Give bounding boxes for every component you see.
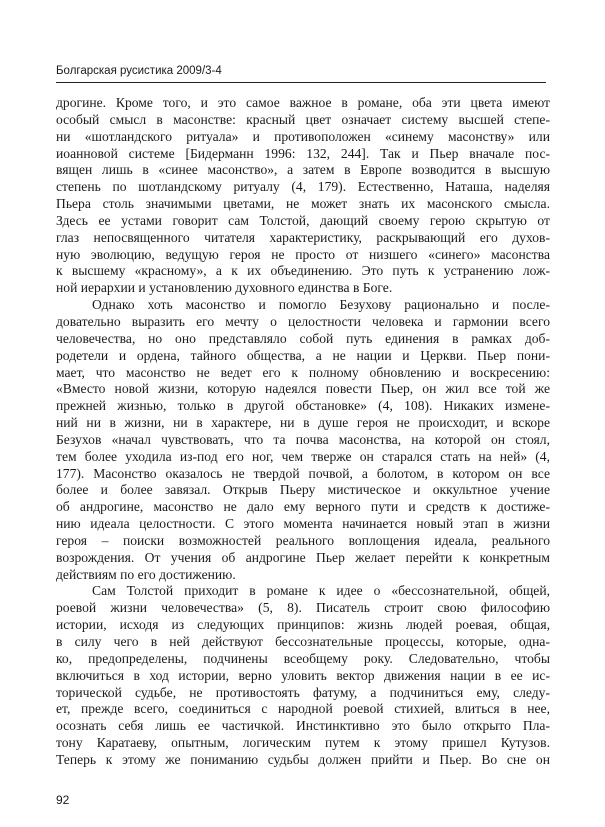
text-line: вящен лишь в «синее масонство», а затем в Европе возводится в высшую — [56, 162, 550, 178]
text-line: тем более уходила из-под его ног, чем тверже он старался стать на ней» (4, — [56, 448, 550, 464]
text-line: роевой жизни человечества» (5, 8). Писатель строит свою философию — [56, 600, 550, 616]
text-line: особый смысл в масонстве: красный цвет означает систему высшей степе- — [56, 111, 550, 127]
text-line: ний ни в жизни, ни в характере, ни в душе героя не происходит, и вскоре — [56, 415, 550, 431]
text-line: глаз непосвященного читателя характеристику, раскрывающий его духов- — [56, 229, 550, 245]
text-line: Здесь ее устами говорит сам Толстой, дающий своему герою скрытую от — [56, 212, 550, 228]
text-line: включиться в ход истории, верно уловить вектор движения нации в ее ис- — [56, 667, 550, 683]
text-line: тону Каратаеву, опытным, логическим путем к этому пришел Кутузов. — [56, 735, 550, 751]
article-body — [56, 95, 550, 769]
text-line: героя – поиски возможностей реального воплощения идеала, реального — [56, 532, 550, 548]
text-line: нию идеала целостности. С этого момента начинается новый этап в жизни — [56, 516, 550, 532]
text-line: мает, что масонство не ведет его к полному обновлению и воскресению: — [56, 364, 550, 380]
text-line: дрогине. Кроме того, и это самое важное в романе, оба эти цвета имеют — [56, 95, 550, 110]
text-line: торической судьбе, не противостоять фатуму, а подчиниться ему, следу- — [56, 684, 550, 700]
text-line: Безухов «начал чувствовать, что та почва масонства, на которой он стоял, — [56, 431, 550, 447]
text-line: ко, предопределены, подчинены всеобщему року. Следовательно, чтобы — [56, 650, 550, 666]
text-line: степень по шотландскому ритуалу (4, 179). Естественно, Наташа, наделяя — [56, 179, 550, 195]
text-line: прежней жизнью, только в другой обстановке» (4, 108). Никаких измене- — [56, 398, 550, 414]
text-line: Сам Толстой приходит в романе к идее о «бессознательной, общей, — [92, 583, 550, 599]
text-line: осознать себя лишь ее частичкой. Инстинктивно это было открыто Пла- — [56, 718, 550, 734]
text-line: возрождения. От учения об андрогине Пьер желает перейти к конкретным — [56, 549, 550, 565]
text-line: более и более завязал. Открыв Пьеру мистическое и оккультное учение — [56, 482, 550, 498]
text-line: истории, исходя из следующих принципов: жизнь людей роевая, общая, — [56, 617, 550, 633]
text-line: Однако хоть масонство и помогло Безухову рационально и после- — [92, 297, 550, 313]
text-line: довательно выразить его мечту о целостности человека и гармонии всего — [56, 313, 550, 329]
text-line: Теперь к этому же пониманию судьбы должен прийти и Пьер. Во сне он — [56, 751, 550, 767]
text-line: к высшему «красному», а к их объединению. Это путь к устранению лож- — [56, 263, 550, 279]
text-line: ную эволюцию, ведущую героя не просто от низшего «синего» масонства — [56, 246, 550, 262]
text-line: ной иерархии и установлению духовного единства в Боге. — [56, 280, 393, 296]
text-line: ни «шотландского ритуала» и противоположен «синему масонству» или — [56, 128, 550, 144]
page-number: 92 — [56, 793, 70, 807]
text-line: 177). Масонство оказалось не твердой почвой, а болотом, в котором он все — [56, 465, 550, 481]
text-line: ет, прежде всего, соединиться с народной роевой стихией, влиться в нее, — [56, 701, 550, 717]
text-line: действиям по его достижению. — [56, 566, 236, 582]
text-line: «Вместо новой жизни, которую надеялся повести Пьер, он жил все той же — [56, 381, 550, 397]
text-line: иоанновой системе [Бидерманн 1996: 132, 244]. Так и Пьер вначале пос- — [56, 145, 550, 161]
text-line: в силу чего в ней действуют бессознательные процессы, которые, одна- — [56, 634, 550, 649]
text-line: об андрогине, масонство не дало ему верного пути и средств к достиже- — [56, 499, 550, 515]
text-line: человечества, но оно представляло собой путь единения в рамках доб- — [56, 330, 550, 346]
running-title: Болгарская русистика 2009/3-4 — [56, 65, 222, 77]
text-line: Пьера столь значимыми цветами, не может знать их масонского смысла. — [56, 196, 550, 212]
running-header — [56, 64, 546, 83]
text-line: родетели и ордена, тайного общества, а не нации и Церкви. Пьер пони- — [56, 347, 550, 363]
